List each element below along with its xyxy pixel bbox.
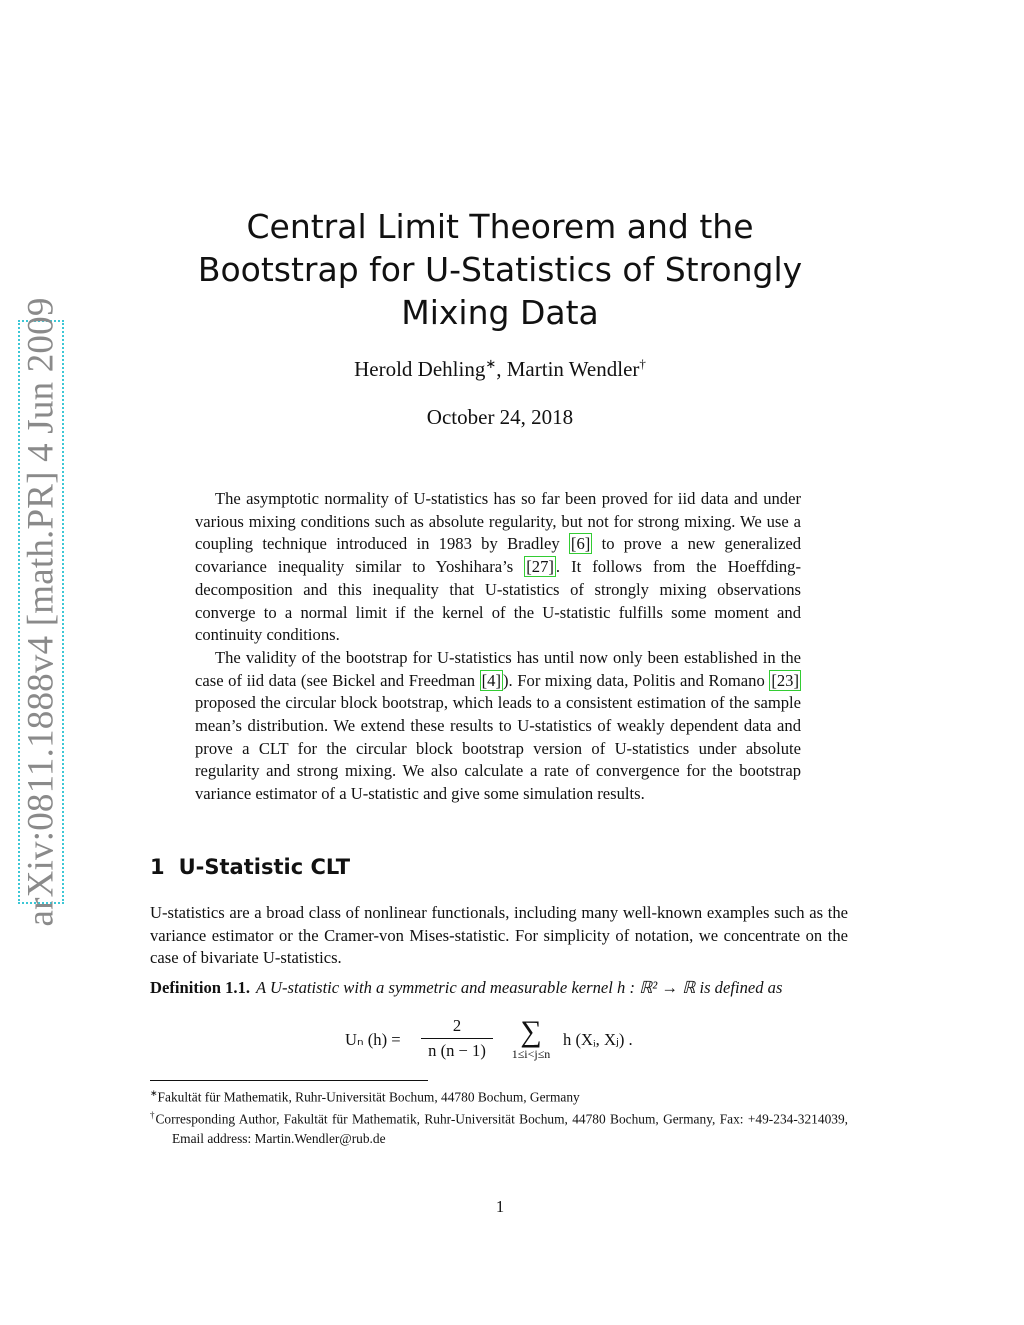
fraction-numerator: 2 [452, 1016, 462, 1035]
intro-paragraph: U-statistics are a broad class of nonlinear functionals, including many well-known examples such as the variance estimator or the Cramer-von Mises-statistic. For simplicity of notation, we concentrate on the case of bivariate U-statistics. [150, 903, 848, 968]
definition-label: Definition 1.1. [150, 978, 251, 997]
abstract-text: ). For mixing data, Politis and Romano [503, 670, 770, 690]
fraction-bar [421, 1038, 493, 1039]
equation-lhs: Uₙ (h) = [345, 1030, 401, 1049]
definition-block [150, 977, 848, 1000]
title-line-3: Mixing Data [401, 293, 599, 332]
citation-link[interactable]: [23] [771, 670, 799, 690]
section-number: 1 [150, 855, 165, 879]
fraction-denominator: n (n − 1) [428, 1041, 486, 1060]
abstract-text: proposed the circular block bootstrap, which leads to a consistent estimation of the sample mean’s distribution. We extend these results to U-statistics of weakly dependent data and prove a CLT for the circular block bootstrap version of U-statistics under absolute regularity and strong mixing. We also calculate a rate of convergence for the bootstrap variance estimator of a U-statistic and give some simulation results. [195, 693, 801, 804]
arxiv-stamp-text: arXiv:0811.1888v4 [math.PR] 4 Jun 2009 [20, 297, 62, 927]
footnotes [150, 1084, 848, 1148]
section-title: U-Statistic CLT [178, 855, 351, 879]
section-heading [150, 855, 350, 879]
section-intro [150, 902, 848, 970]
abstract-text: . It follows from the Hoeffding-decomposition and this inequality that U-statistics of strongly mixing observations converge to a normal limit if the kernel of the U-statistic fulfills some moment and continuity conditions. [195, 557, 802, 645]
footnote-1 [150, 1084, 848, 1106]
footnote-2-mark: † [150, 1110, 156, 1121]
abstract [195, 488, 801, 806]
author-1-footnote-mark[interactable]: ∗ [485, 356, 497, 371]
citation-link[interactable]: [6] [570, 534, 591, 554]
title-line-2: Bootstrap for U-Statistics of Strongly [197, 250, 803, 289]
arxiv-stamp [18, 297, 64, 927]
abstract-paragraph-2 [195, 647, 801, 806]
paper-date: October 24, 2018 [426, 405, 574, 429]
author-separator: , [496, 357, 502, 381]
footnote-divider [150, 1080, 428, 1081]
footnote-2 [150, 1106, 848, 1147]
summation [501, 1017, 561, 1061]
author-1: Herold Dehling [354, 357, 486, 381]
author-2-footnote-mark[interactable]: † [639, 356, 646, 371]
citation-link[interactable]: [4] [481, 670, 502, 690]
author-list [150, 356, 850, 382]
footnote-1-mark: ∗ [150, 1088, 158, 1098]
abstract-text: The validity of the bootstrap for U-statistics has until now only been established in the case of iid data (see Bickel and Freedman [195, 647, 801, 690]
author-2: Martin Wendler [506, 357, 640, 381]
abstract-text: The asymptotic normality of U-statistics has so far been proved for iid data and under various mixing conditions such as absolute regularity, but not for strong mixing. We use a coupling technique introduced in 1983 by Bradley [195, 489, 801, 554]
equation-fraction [421, 1015, 493, 1062]
definition-statement: A U-statistic with a symmetric and measurable kernel h : ℝ² → ℝ is defined as [256, 978, 783, 997]
equation-rhs: h (Xᵢ, Xⱼ) . [563, 1030, 633, 1049]
title-line-1: Central Limit Theorem and the [246, 207, 754, 246]
u-statistic-equation [345, 1015, 665, 1075]
sum-symbol: ∑ [520, 1015, 542, 1048]
footnote-2-text: Corresponding Author, Fakultät für Mathematik, Ruhr-Universität Bochum, 44780 Bochum, Germany, Fax: +49-234-3214039, Email address: Martin.Wendler@rub.de [155, 1111, 849, 1146]
sum-range: 1≤i<j≤n [511, 1047, 551, 1061]
abstract-paragraph-1 [195, 488, 801, 647]
abstract-text: to prove a new generalized covariance inequality similar to Yoshihara’s [195, 534, 801, 577]
paper-title [150, 205, 850, 334]
page-number: 1 [495, 1197, 505, 1216]
footnote-1-text: Fakultät für Mathematik, Ruhr-Universität Bochum, 44780 Bochum, Germany [157, 1089, 580, 1105]
citation-link[interactable]: [27] [526, 557, 554, 577]
